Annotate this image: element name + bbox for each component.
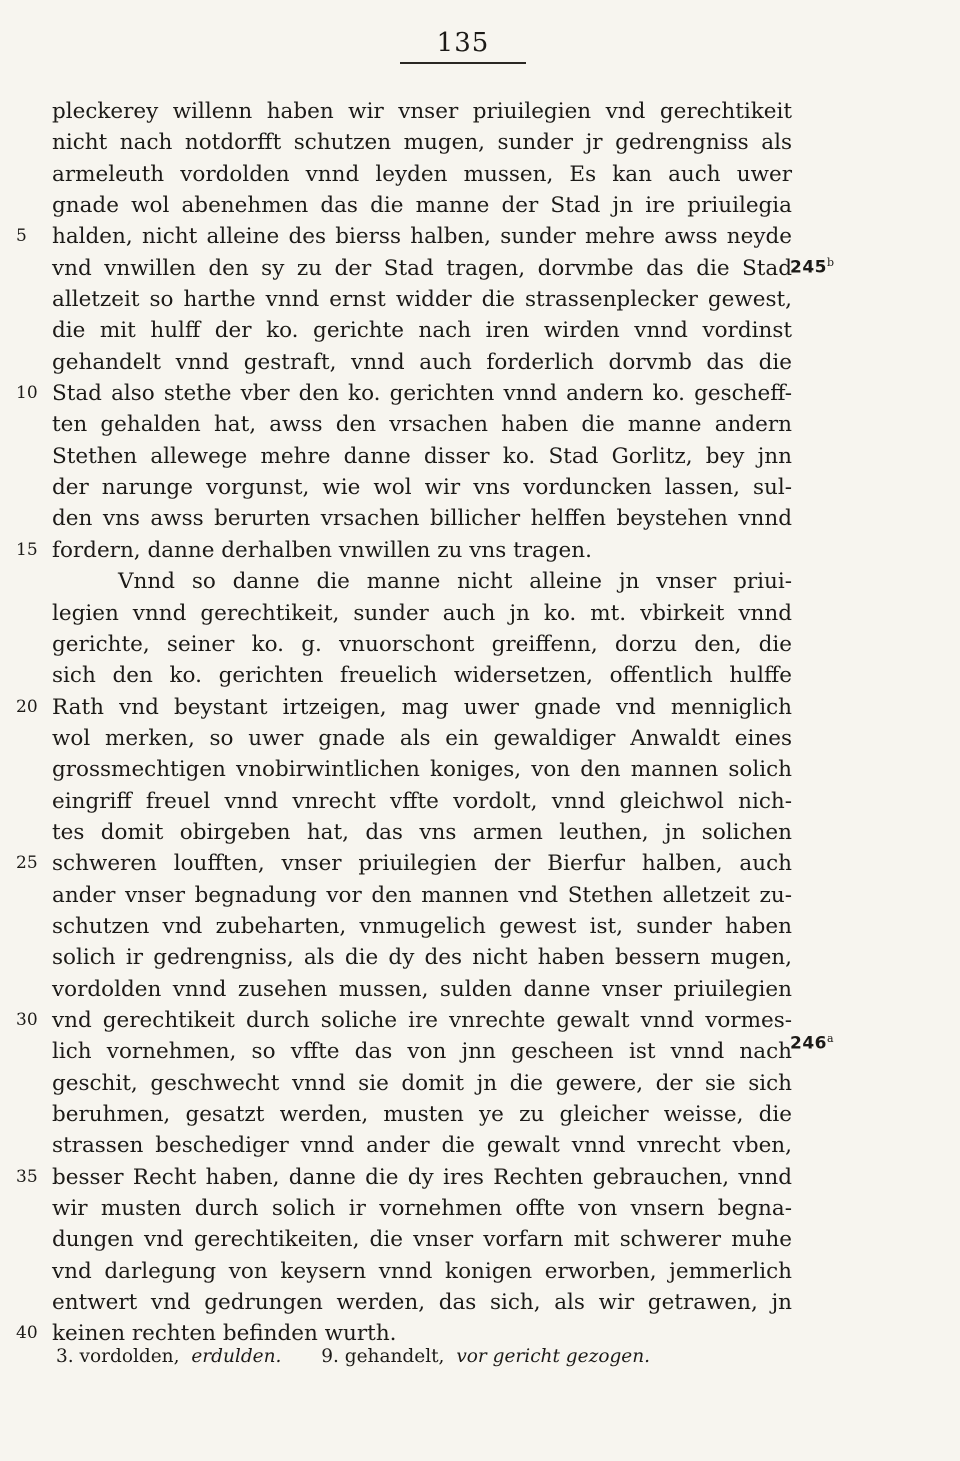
text-line — [52, 1130, 792, 1161]
line-text: pleckerey willenn haben wir vnser priuilegien vnd gerechtikeit — [52, 99, 792, 124]
text-line — [52, 911, 792, 942]
text-line — [52, 472, 792, 503]
text-line — [16, 221, 792, 252]
page-number: 135 — [400, 28, 526, 64]
text-line — [52, 1287, 792, 1318]
text-line — [52, 1099, 792, 1130]
line-text: Stad also stethe vber den ko. gerichten vnnd andern ko. gescheff- — [52, 381, 792, 407]
line-text: ander vnser begnadung vor den mannen vnd Stethen alletzeit zu- — [52, 882, 792, 908]
line-number: 5 — [16, 226, 27, 247]
text-line — [52, 817, 792, 848]
text-line — [16, 1005, 792, 1036]
text-line — [52, 754, 792, 785]
margin-ref-letter: b — [827, 256, 835, 269]
line-text: schutzen vnd zubeharten, vnmugelich gewest ist, sunder haben — [52, 913, 792, 939]
line-text: lich vornehmen, so vffte das von jnn gescheen ist vnnd nach — [52, 1039, 792, 1065]
text-line — [52, 347, 792, 378]
text-line — [16, 848, 792, 879]
margin-ref-number: 246 — [790, 1033, 827, 1054]
text-line — [52, 942, 792, 973]
margin-ref-245b — [790, 256, 835, 278]
line-text: den vns awss berurten vrsachen billicher helffen beystehen vnnd — [52, 506, 792, 532]
line-text: schweren loufften, vnser priuilegien der Bierfur halben, auch — [52, 851, 792, 877]
line-text: keinen rechten befinden wurth. — [52, 1321, 397, 1347]
text-line — [52, 1224, 792, 1255]
line-text: vnd gerechtikeit durch soliche ire vnrechte gewalt vnnd vormes- — [52, 1007, 792, 1033]
line-text: beruhmen, gesatzt werden, musten ye zu gleicher weisse, die — [52, 1102, 792, 1127]
line-text: Stethen allewege mehre danne disser ko. Stad Gorlitz, bey jnn — [52, 443, 792, 469]
footnote-gloss: erdulden. — [191, 1346, 282, 1367]
margin-ref-letter: a — [827, 1032, 835, 1045]
line-text: gehandelt vnnd gestraft, vnnd auch forderlich dorvmb das die — [52, 349, 792, 375]
text-line — [52, 284, 792, 315]
line-text: wir musten durch solich ir vornehmen offte von vnsern begna- — [52, 1196, 792, 1222]
line-text: nicht nach notdorfft schutzen mugen, sunder jr gedrengniss als — [52, 130, 792, 156]
line-text: vordolden vnnd zusehen mussen, sulden danne vnser priuilegien — [52, 976, 792, 1002]
text-line — [16, 1162, 792, 1193]
text-line — [52, 974, 792, 1005]
text-line — [52, 409, 792, 440]
line-text: eingriff freuel vnnd vnrecht vffte vordolt, vnnd gleichwol nich- — [52, 788, 792, 814]
line-number: 30 — [16, 1009, 38, 1030]
text-line — [16, 692, 792, 723]
text-line — [52, 1068, 792, 1099]
footnotes — [56, 1346, 650, 1367]
text-line — [52, 253, 792, 284]
line-text: dungen vnd gerechtikeiten, die vnser vorfarn mit schwerer muhe — [52, 1227, 792, 1253]
text-line — [52, 1256, 792, 1287]
line-text: alletzeit so harthe vnnd ernst widder die strassenplecker gewest, — [52, 287, 792, 313]
text-line — [52, 127, 792, 158]
line-text: strassen beschediger vnnd ander die gewalt vnnd vnrecht vben, — [52, 1133, 792, 1159]
text-line — [52, 1193, 792, 1224]
line-number: 15 — [16, 539, 38, 560]
text-line — [52, 723, 792, 754]
footnote-word: gehandelt, — [344, 1346, 445, 1367]
footnote-word: vordolden, — [79, 1346, 180, 1367]
line-number: 40 — [16, 1323, 38, 1344]
line-text: gerichte, seiner ko. g. vnuorschont greiffenn, dorzu den, die — [52, 631, 792, 657]
main-text — [16, 96, 792, 1350]
footnote-ref: 9. — [321, 1346, 339, 1367]
line-text: fordern, danne derhalben vnwillen zu vns tragen. — [52, 537, 592, 563]
line-text: grossmechtigen vnobirwintlichen koniges, von den mannen solich — [52, 757, 792, 783]
line-text: sich den ko. gerichten freuelich widersetzen, offentlich hulffe — [52, 663, 792, 689]
line-text: wol merken, so uwer gnade als ein gewaldiger Anwaldt eines — [52, 725, 792, 751]
line-text: halden, nicht alleine des bierss halben, sunder mehre awss neyde — [52, 224, 792, 250]
line-text: entwert vnd gedrungen werden, das sich, als wir getrawen, jn — [52, 1290, 792, 1316]
line-number: 20 — [16, 696, 38, 717]
footnote-gloss: vor gericht gezogen. — [456, 1346, 651, 1367]
line-text: vnd darlegung von keysern vnnd konigen erworben, jemmerlich — [52, 1258, 792, 1284]
text-line — [52, 503, 792, 534]
line-text: gnade wol abenehmen das die manne der Stad jn ire priuilegia — [52, 193, 792, 219]
line-number: 35 — [16, 1166, 38, 1187]
text-line — [52, 1036, 792, 1067]
margin-ref-246a — [790, 1032, 834, 1054]
line-text: die mit hulff der ko. gerichte nach iren wirden vnnd vordinst — [52, 318, 792, 344]
line-text: tes domit obirgeben hat, das vns armen leuthen, jn solichen — [52, 819, 792, 845]
text-line — [52, 880, 792, 911]
line-text: der narunge vorgunst, wie wol wir vns vorduncken lassen, sul- — [52, 475, 792, 501]
text-line — [52, 190, 792, 221]
text-line — [52, 566, 792, 597]
text-line — [52, 441, 792, 472]
text-line — [16, 535, 792, 566]
footnote-ref: 3. — [56, 1346, 74, 1367]
line-text: armeleuth vordolden vnnd leyden mussen, Es kan auch uwer — [52, 161, 792, 187]
line-number: 10 — [16, 383, 38, 404]
text-line — [52, 96, 792, 127]
text-line — [16, 378, 792, 409]
line-text: legien vnnd gerechtikeit, sunder auch jn ko. mt. vbirkeit vnnd — [52, 600, 792, 626]
line-text: Vnnd so danne die manne nicht alleine jn vnser priui- — [118, 569, 792, 595]
text-line — [52, 159, 792, 190]
text-line — [52, 598, 792, 629]
line-text: geschit, geschwecht vnnd sie domit jn die gewere, der sie sich — [52, 1070, 792, 1096]
line-text: besser Recht haben, danne die dy ires Rechten gebrauchen, vnnd — [52, 1164, 792, 1190]
text-line — [52, 629, 792, 660]
text-line — [52, 315, 792, 346]
margin-ref-number: 245 — [790, 257, 827, 278]
line-text: ten gehalden hat, awss den vrsachen haben die manne andern — [52, 412, 792, 438]
line-text: solich ir gedrengniss, als die dy des nicht haben bessern mugen, — [52, 945, 792, 971]
line-number: 25 — [16, 853, 38, 874]
line-text: Rath vnd beystant irtzeigen, mag uwer gnade vnd menniglich — [52, 694, 792, 720]
text-line — [52, 786, 792, 817]
text-line — [52, 660, 792, 691]
line-text: vnd vnwillen den sy zu der Stad tragen, dorvmbe das die Stad — [52, 255, 792, 281]
